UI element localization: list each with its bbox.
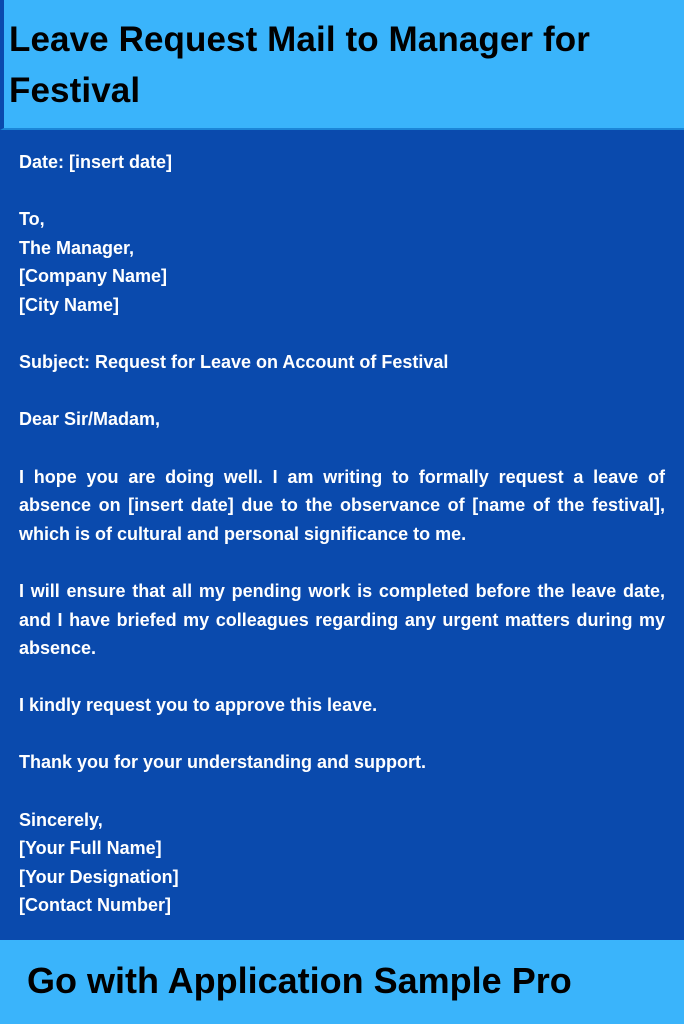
- address-city: [City Name]: [19, 294, 120, 315]
- paragraph-intro: I hope you are doing well. I am writing to formally request a leave of absence on [insert date] due to the observance of [name of the festival], which is of cultural and personal significance to me.: [19, 466, 665, 544]
- closing-designation: [Your Designation]: [19, 866, 179, 887]
- subject-line: Subject: Request for Leave on Account of Festival: [19, 352, 449, 373]
- address-to: To,: [19, 209, 45, 230]
- paragraph-thanks: Thank you for your understanding and support.: [19, 752, 427, 773]
- paragraph-handover: I will ensure that all my pending work is completed before the leave date, and I have briefed my colleagues regarding any urgent matters during my absence.: [19, 580, 665, 659]
- date-line: Date: [insert date]: [19, 152, 173, 172]
- closing-block: [19, 806, 665, 920]
- title-banner: [0, 0, 684, 130]
- page-title: Leave Request Mail to Manager for Festival: [9, 20, 590, 110]
- address-company: [Company Name]: [19, 266, 168, 287]
- address-recipient: The Manager,: [19, 237, 135, 258]
- recipient-address: [19, 205, 665, 319]
- salutation: Dear Sir/Madam,: [19, 409, 161, 430]
- closing-contact: [Contact Number]: [19, 895, 171, 916]
- footer-banner: [0, 940, 684, 1024]
- closing-name: [Your Full Name]: [19, 838, 162, 859]
- footer-brand: Go with Application Sample Pro: [27, 960, 572, 1001]
- letter-body: [19, 148, 665, 949]
- closing-signoff: Sincerely,: [19, 809, 103, 830]
- paragraph-request: I kindly request you to approve this leave.: [19, 695, 378, 716]
